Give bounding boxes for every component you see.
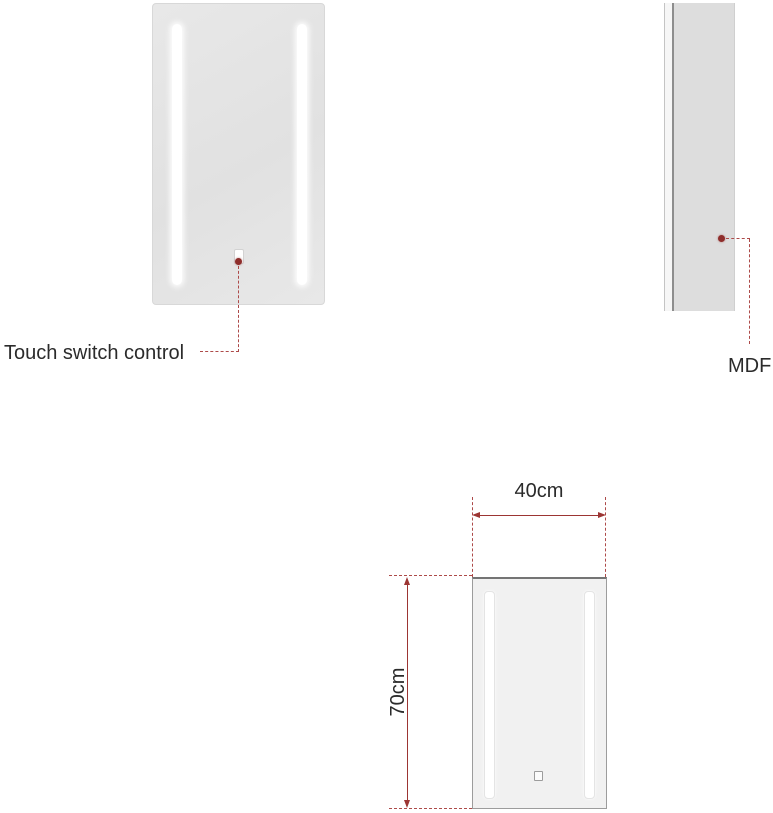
touch-switch-leader-line-vertical bbox=[238, 266, 239, 352]
width-dimension-line bbox=[480, 515, 598, 516]
height-dim-arrow-bottom-icon bbox=[404, 800, 410, 808]
touch-switch-leader-line-horizontal bbox=[200, 351, 239, 352]
height-dimension-label: 70cm bbox=[387, 667, 409, 717]
width-extension-line-right bbox=[605, 497, 606, 577]
height-dimension-line bbox=[407, 584, 408, 801]
height-extension-line-bottom bbox=[389, 808, 472, 809]
mdf-label: MDF bbox=[728, 355, 772, 377]
width-dim-arrow-right-icon bbox=[598, 512, 606, 518]
dimension-view-mirror bbox=[472, 577, 607, 809]
side-view-mdf-panel bbox=[674, 3, 735, 311]
height-extension-line-top bbox=[389, 575, 472, 576]
height-dim-arrow-top-icon bbox=[404, 577, 410, 585]
dim-left-led-strip bbox=[484, 591, 495, 799]
mdf-marker-dot-icon bbox=[718, 235, 725, 242]
front-right-led-strip bbox=[297, 24, 307, 285]
mdf-leader-line-horizontal bbox=[726, 238, 750, 239]
width-dimension-label: 40cm bbox=[514, 480, 564, 502]
touch-switch-label: Touch switch control bbox=[4, 342, 185, 364]
width-dim-arrow-left-icon bbox=[472, 512, 480, 518]
touch-switch-marker-dot-icon bbox=[235, 258, 242, 265]
dim-right-led-strip bbox=[584, 591, 595, 799]
width-extension-line-left bbox=[472, 497, 473, 577]
front-left-led-strip bbox=[172, 24, 182, 285]
dim-touch-switch bbox=[534, 771, 543, 781]
mdf-leader-line-vertical bbox=[749, 239, 750, 344]
